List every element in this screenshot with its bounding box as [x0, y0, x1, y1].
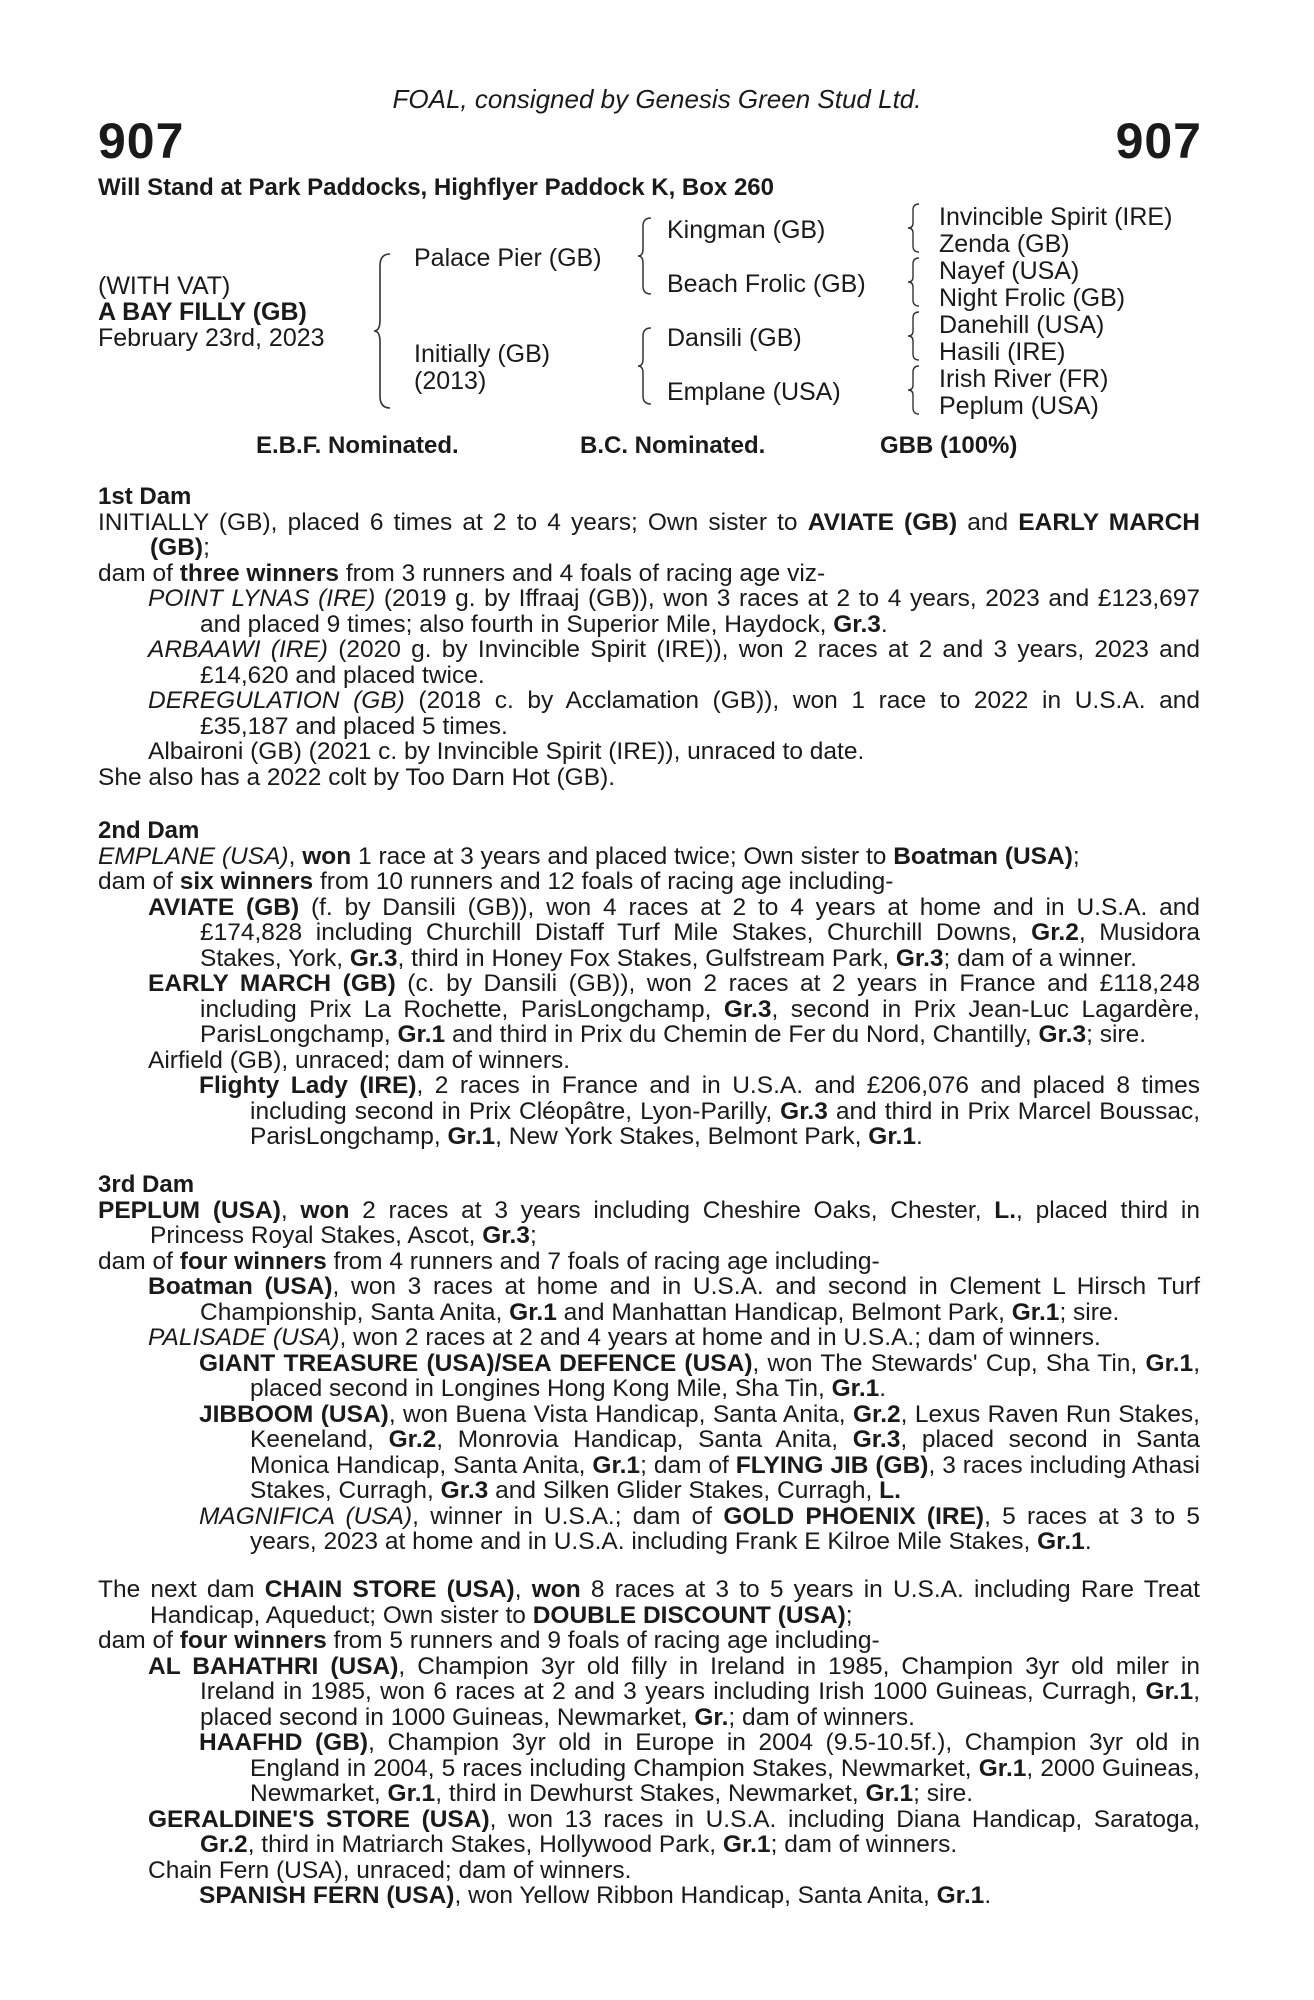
- progeny-spanish-fern: SPANISH FERN (USA), won Yellow Ribbon Handicap, Santa Anita, Gr.1.: [199, 1882, 992, 1909]
- dam-brace: [636, 326, 654, 406]
- ebf-nomination: E.B.F. Nominated.: [256, 432, 459, 459]
- granddam-line-6: Hasili (IRE): [939, 338, 1066, 366]
- granddam-line-3: Nayef (USA): [939, 257, 1080, 285]
- gbb-rating: GBB (100%): [880, 432, 1018, 459]
- progeny-al-bahathri: AL BAHATHRI (USA), Champion 3yr old filly in Ireland in 1985, Champion 3yr old miler in Ireland in 1985, won 6 races at 2 and 3 years including Irish 1000 Guineas, Curragh, Gr.1, placed second in 1000 Guineas, Newmarket, Gr.; dam of winners.: [148, 1652, 1200, 1731]
- bc-nomination: B.C. Nominated.: [580, 432, 766, 459]
- third-dam-section: 3rd Dam PEPLUM (USA), won 2 races at 3 years including Cheshire Oaks, Chester, L., placed third in Princess Royal Stakes, Ascot, Gr.3; dam of four winners from 4 runners and 7 foals of racing age including- Boatman (USA), won 3 races at home and in U.S.A. and second in Clement L Hirsch Turf Championship, Santa Anita, Gr.1 and Manhattan Handicap, Belmont Park, Gr.1; sire. PALISADE (USA), won 2 races at 2 and 4 years at home and in U.S.A.; dam of winners. GIANT TREASURE (USA)/SEA DEFENCE (USA), won The Stewards' Cup, Sha Tin, Gr.1, placed second in Longines Hong Kong Mile, Sha Tin, Gr.1. JIBBOOM (USA), won Buena Vista Handicap, Santa Anita, Gr.2, Lexus Raven Run Stakes, Keeneland, Gr.2, Monrovia Handicap, Santa Anita, Gr.3, placed second in Santa Monica Handicap, Santa Anita, Gr.1; dam of FLYING JIB (GB), 3 races including Athasi Stakes, Curragh, Gr.3 and Silken Glider Stakes, Curragh, L. MAGNIFICA (USA), winner in U.S.A.; dam of GOLD PHOENIX (IRE), 5 races at 3 to 5 years, 2023 at home and in U.S.A. including Frank E Kilroe Mile Stakes, Gr.1.: [98, 1171, 1201, 1555]
- sire-brace: [636, 216, 654, 296]
- progeny-point-lynas: POINT LYNAS (IRE) (2019 g. by Iffraaj (GB)), won 3 races at 2 to 4 years, 2023 and £123,697 and placed 9 times; also fourth in Superior Mile, Haydock, Gr.3.: [148, 585, 1201, 638]
- progeny-albaironi: Albaironi (GB) (2021 c. by Invincible Spirit (IRE)), unraced to date.: [148, 738, 865, 765]
- second-dam-section: 2nd Dam EMPLANE (USA), won 1 race at 3 years and placed twice; Own sister to Boatman (USA); dam of six winners from 10 runners and 12 foals of racing age including- AVIATE (GB) (f. by Dansili (GB)), won 4 races at 2 to 4 years at home and in U.S.A. and £174,828 including Churchill Distaff Turf Mile Stakes, Churchill Downs, Gr.2, Musidora Stakes, York, Gr.3, third in Honey Fox Stakes, Gulfstream Park, Gr.3; dam of a winner. EARLY MARCH (GB) (c. by Dansili (GB)), won 2 races at 2 years in France and £118,248 including Prix La Rochette, ParisLongchamp, Gr.3, second in Prix Jean-Luc Lagardère, ParisLongchamp, Gr.1 and third in Prix du Chemin de Fer du Nord, Chantilly, Gr.3; sire. Airfield (GB), unraced; dam of winners. Flighty Lady (IRE), 2 races in France and in U.S.A. and £206,076 and placed 8 times including second in Prix Cléopâtre, Lyon-Parilly, Gr.3 and third in Prix Marcel Boussac, ParisLongchamp, Gr.1, New York Stakes, Belmont Park, Gr.1.: [98, 817, 1200, 1150]
- progeny-flighty-lady: Flighty Lady (IRE), 2 races in France and in U.S.A. and £206,076 and placed 8 times including second in Prix Cléopâtre, Lyon-Parilly, Gr.3 and third in Prix Marcel Boussac, ParisLongchamp, Gr.1, New York Stakes, Belmont Park, Gr.1.: [199, 1072, 1200, 1150]
- dam-sire: Dansili (GB): [667, 324, 802, 352]
- progeny-giant-treasure: GIANT TREASURE (USA)/SEA DEFENCE (USA), won The Stewards' Cup, Sha Tin, Gr.1, placed second in Longines Hong Kong Mile, Sha Tin, Gr.1.: [199, 1349, 1201, 1402]
- granddam-line-2: Zenda (GB): [939, 230, 1070, 258]
- progeny-chain-fern: Chain Fern (USA), unraced; dam of winners.: [148, 1856, 632, 1884]
- lot-number-right: 907: [1115, 113, 1202, 169]
- sire-name: Palace Pier (GB): [414, 244, 602, 272]
- consignment-line: FOAL, consigned by Genesis Green Stud Ltd.: [392, 84, 922, 114]
- granddam-line-4: Night Frolic (GB): [939, 284, 1126, 312]
- progeny-aviate: AVIATE (GB) (f. by Dansili (GB)), won 4 races at 2 to 4 years at home and in U.S.A. and £174,828 including Churchill Distaff Turf Mile Stakes, Churchill Downs, Gr.2, Musidora Stakes, York, Gr.3, third in Honey Fox Stakes, Gulfstream Park, Gr.3; dam of a winner.: [148, 893, 1200, 972]
- progeny-magnifica: MAGNIFICA (USA), winner in U.S.A.; dam of GOLD PHOENIX (IRE), 5 races at 3 to 5 years, 2023 at home and in U.S.A. including Frank E Kilroe Mile Stakes, Gr.1.: [199, 1502, 1200, 1555]
- g1-brace: [906, 202, 922, 254]
- vat-label: (WITH VAT): [98, 272, 231, 300]
- progeny-palisade: PALISADE (USA), won 2 races at 2 and 4 years at home and in U.S.A.; dam of winners.: [148, 1324, 1101, 1351]
- first-dam-section: 1st Dam INITIALLY (GB), placed 6 times at 2 to 4 years; Own sister to AVIATE (GB) and EARLY MARCH (GB); dam of three winners from 3 runners and 4 foals of racing age viz- POINT LYNAS (IRE) (2019 g. by Iffraaj (GB)), won 3 races at 2 to 4 years, 2023 and £123,697 and placed 9 times; also fourth in Superior Mile, Haydock, Gr.3. ARBAAWI (IRE) (2020 g. by Invincible Spirit (IRE)), won 2 races at 2 and 3 years, 2023 and £14,620 and placed twice. DEREGULATION (GB) (2018 c. by Acclamation (GB)), won 1 race to 2022 in U.S.A. and £35,187 and placed 5 times. Albaironi (GB) (2021 c. by Invincible Spirit (IRE)), unraced to date. She also has a 2022 colt by Too Darn Hot (GB).: [98, 483, 1201, 791]
- progeny-deregulation: DEREGULATION (GB) (2018 c. by Acclamation (GB)), won 1 race to 2022 in U.S.A. and £35,187 and placed 5 times.: [148, 687, 1200, 740]
- horse-name: A BAY FILLY (GB): [98, 298, 307, 326]
- progeny-airfield: Airfield (GB), unraced; dam of winners.: [148, 1046, 571, 1074]
- pedigree-brace: [372, 252, 394, 410]
- progeny-early-march: EARLY MARCH (GB) (c. by Dansili (GB)), won 2 races at 2 years in France and £118,248 including Prix La Rochette, ParisLongchamp, Gr.3, second in Prix Jean-Luc Lagardère, ParisLongchamp, Gr.1 and third in Prix du Chemin de Fer du Nord, Chantilly, Gr.3; sire.: [148, 970, 1200, 1048]
- progeny-boatman: Boatman (USA), won 3 races at home and in U.S.A. and second in Clement L Hirsch Turf Championship, Santa Anita, Gr.1 and Manhattan Handicap, Belmont Park, Gr.1; sire.: [148, 1273, 1200, 1326]
- progeny-haafhd: HAAFHD (GB), Champion 3yr old in Europe in 2004 (9.5-10.5f.), Champion 3yr old in England in 2004, 5 races including Champion Stakes, Newmarket, Gr.1, 2000 Guineas, Newmarket, Gr.1, third in Dewhurst Stakes, Newmarket, Gr.1; sire.: [199, 1729, 1201, 1807]
- first-dam-heading: 1st Dam: [98, 483, 192, 510]
- third-dam-heading: 3rd Dam: [98, 1171, 195, 1198]
- sire-sire: Kingman (GB): [667, 216, 826, 244]
- g2-brace: [906, 256, 922, 308]
- sire-dam: Beach Frolic (GB): [667, 270, 866, 298]
- foaling-date: February 23rd, 2023: [98, 324, 325, 352]
- progeny-jibboom: JIBBOOM (USA), won Buena Vista Handicap, Santa Anita, Gr.2, Lexus Raven Run Stakes, Keeneland, Gr.2, Monrovia Handicap, Santa Anita, Gr.3, placed second in Santa Monica Handicap, Santa Anita, Gr.1; dam of FLYING JIB (GB), 3 races including Athasi Stakes, Curragh, Gr.3 and Silken Glider Stakes, Curragh, L.: [199, 1400, 1201, 1504]
- dam-dam: Emplane (USA): [667, 378, 841, 406]
- g4-brace: [906, 364, 922, 416]
- dam-name: Initially (GB): [414, 340, 551, 368]
- progeny-arbaawi: ARBAAWI (IRE) (2020 g. by Invincible Spirit (IRE)), won 2 races at 2 and 3 years, 2023 and £14,620 and placed twice.: [148, 636, 1200, 689]
- granddam-line-1: Invincible Spirit (IRE): [939, 203, 1173, 231]
- next-dam-section: The next dam CHAIN STORE (USA), won 8 races at 3 to 5 years in U.S.A. including Rare Treat Handicap, Aqueduct; Own sister to DOUBLE DISCOUNT (USA); dam of four winners from 5 runners and 9 foals of racing age including- AL BAHATHRI (USA), Champion 3yr old filly in Ireland in 1985, Champion 3yr old miler in Ireland in 1985, won 6 races at 2 and 3 years including Irish 1000 Guineas, Curragh, Gr.1, placed second in 1000 Guineas, Newmarket, Gr.; dam of winners. HAAFHD (GB), Champion 3yr old in Europe in 2004 (9.5-10.5f.), Champion 3yr old in England in 2004, 5 races including Champion Stakes, Newmarket, Gr.1, 2000 Guineas, Newmarket, Gr.1, third in Dewhurst Stakes, Newmarket, Gr.1; sire. GERALDINE'S STORE (USA), won 13 races in U.S.A. including Diana Handicap, Saratoga, Gr.2, third in Matriarch Stakes, Hollywood Park, Gr.1; dam of winners. Chain Fern (USA), unraced; dam of winners. SPANISH FERN (USA), won Yellow Ribbon Handicap, Santa Anita, Gr.1.: [98, 1576, 1201, 1909]
- granddam-line-5: Danehill (USA): [939, 311, 1105, 339]
- also-has: She also has a 2022 colt by Too Darn Hot (GB).: [98, 763, 616, 791]
- progeny-geraldines-store: GERALDINE'S STORE (USA), won 13 races in U.S.A. including Diana Handicap, Saratoga, Gr.2, third in Matriarch Stakes, Hollywood Park, Gr.1; dam of winners.: [148, 1805, 1200, 1858]
- granddam-line-8: Peplum (USA): [939, 392, 1099, 420]
- second-dam-heading: 2nd Dam: [98, 817, 200, 844]
- dam-year: (2013): [414, 367, 487, 395]
- lot-number-left: 907: [98, 113, 185, 169]
- granddam-line-7: Irish River (FR): [939, 365, 1109, 393]
- stand-location: Will Stand at Park Paddocks, Highflyer Paddock K, Box 260: [98, 174, 774, 201]
- g3-brace: [906, 310, 922, 362]
